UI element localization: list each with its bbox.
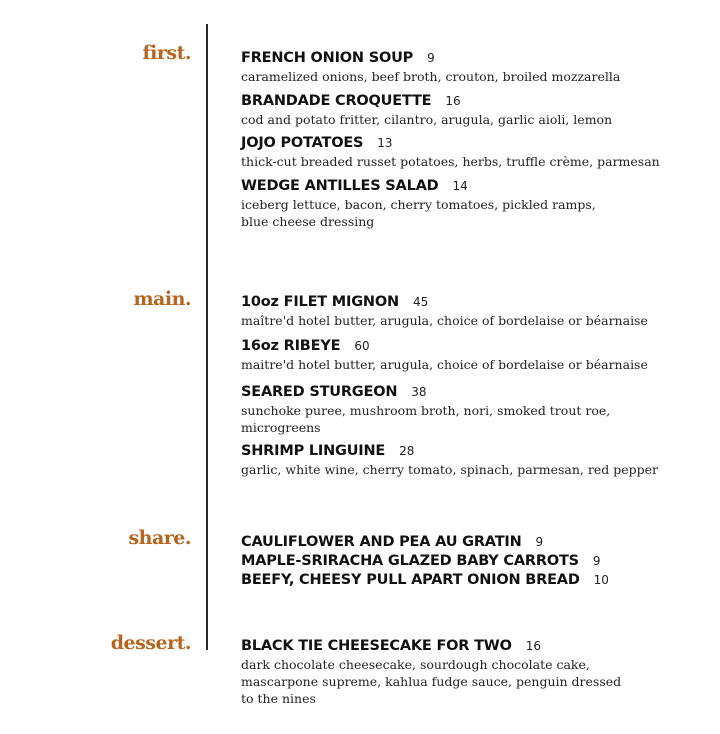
item-name: 10oz FILET MIGNON — [241, 294, 399, 310]
menu-item — [241, 441, 681, 478]
menu-divider — [206, 24, 208, 650]
menu-item — [241, 48, 681, 85]
item-name: BEEFY, CHEESY PULL APART ONION BREAD — [241, 572, 580, 588]
item-price: 28 — [399, 444, 415, 458]
item-price: 9 — [535, 535, 544, 549]
section-title-main: main. — [133, 288, 191, 310]
section-title-dessert: dessert. — [110, 632, 191, 654]
item-description: sunchoke puree, mushroom broth, nori, smoked trout roe, — [241, 403, 611, 418]
menu-item — [241, 550, 601, 571]
menu-item — [241, 636, 681, 707]
item-description: to the nines — [241, 691, 316, 706]
menu-item — [241, 176, 681, 230]
item-description: cod and potato fritter, cilantro, arugula, garlic aioli, lemon — [241, 112, 613, 127]
item-price: 45 — [412, 295, 429, 309]
item-name: JOJO POTATOES — [241, 135, 364, 151]
menu-item — [241, 569, 609, 590]
item-price: 38 — [411, 385, 427, 399]
section-title-first: first. — [142, 42, 191, 64]
item-price: 16 — [445, 94, 461, 108]
item-description: microgreens — [241, 420, 321, 435]
menu-item — [241, 292, 681, 329]
menu-item — [241, 91, 681, 128]
item-description: mascarpone supreme, kahlua fudge sauce, penguin dressed — [241, 674, 622, 689]
item-description: maitre'd hotel butter, arugula, choice of bordelaise or béarnaise — [241, 357, 648, 372]
item-description: dark chocolate cheesecake, sourdough chocolate cake, — [241, 657, 590, 672]
item-description: iceberg lettuce, bacon, cherry tomatoes, pickled ramps, — [241, 197, 596, 212]
item-name: BRANDADE CROQUETTE — [241, 93, 432, 109]
item-name: CAULIFLOWER AND PEA AU GRATIN — [241, 534, 522, 550]
menu-item — [241, 133, 681, 170]
item-description: maître'd hotel butter, arugula, choice of bordelaise or béarnaise — [241, 313, 648, 328]
item-price: 16 — [525, 639, 542, 653]
menu-item — [241, 382, 681, 436]
item-name: BLACK TIE CHEESECAKE FOR TWO — [241, 638, 512, 654]
item-name: 16oz RIBEYE — [241, 338, 341, 354]
item-name: FRENCH ONION SOUP — [241, 50, 414, 66]
item-price: 9 — [592, 554, 601, 568]
item-price: 9 — [427, 51, 435, 65]
item-description: garlic, white wine, cherry tomato, spinach, parmesan, red pepper — [241, 462, 658, 477]
item-price: 14 — [452, 179, 468, 193]
menu-item — [241, 336, 681, 373]
item-price: 13 — [377, 136, 393, 150]
menu-item — [241, 531, 543, 552]
section-title-share: share. — [128, 527, 191, 549]
item-name: SEARED STURGEON — [241, 384, 398, 400]
item-description: blue cheese dressing — [241, 214, 375, 229]
item-description: thick-cut breaded russet potatoes, herbs, truffle crème, parmesan — [241, 154, 660, 169]
item-name: SHRIMP LINGUINE — [241, 443, 386, 459]
item-name: WEDGE ANTILLES SALAD — [241, 178, 439, 194]
item-price: 60 — [354, 339, 370, 353]
item-name: MAPLE-SRIRACHA GLAZED BABY CARROTS — [241, 553, 579, 569]
item-description: caramelized onions, beef broth, crouton, broiled mozzarella — [241, 69, 621, 84]
item-price: 10 — [593, 573, 609, 587]
